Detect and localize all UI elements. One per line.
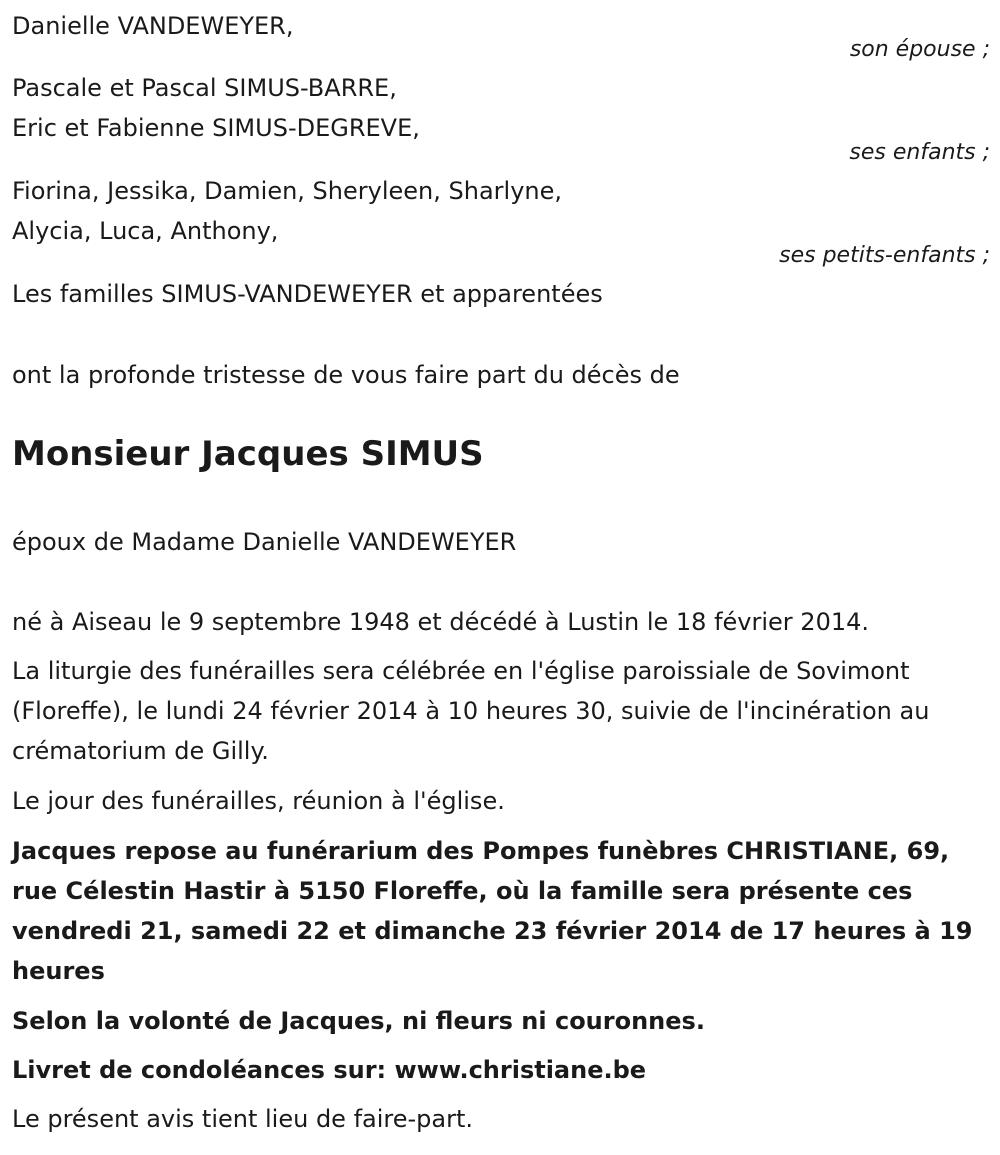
children-role: ses enfants ; <box>849 140 990 165</box>
deceased-name: Monsieur Jacques SIMUS <box>12 434 484 474</box>
grandchildren-line-1: Fiorina, Jessika, Damien, Sheryleen, Sharlyne, <box>12 177 562 205</box>
intro-line: ont la profonde tristesse de vous faire part du décès de <box>12 361 680 389</box>
meeting-line: Le jour des funérailles, réunion à l'église. <box>12 787 505 815</box>
child-line-2: Eric et Fabienne SIMUS-DEGREVE, <box>12 114 420 142</box>
birth-death-line: né à Aiseau le 9 septembre 1948 et décédé à Lustin le 18 février 2014. <box>12 608 870 636</box>
wishes-line: Selon la volonté de Jacques, ni fleurs ni couronnes. <box>12 1007 705 1035</box>
spouse-name: Danielle VANDEWEYER, <box>12 12 294 40</box>
families-line: Les familles SIMUS-VANDEWEYER et apparentées <box>12 280 603 308</box>
child-line-1: Pascale et Pascal SIMUS-BARRE, <box>12 74 397 102</box>
closing-line: Le présent avis tient lieu de faire-part. <box>12 1105 474 1133</box>
condolences-line: Livret de condoléances sur: www.christiane.be <box>12 1056 647 1084</box>
liturgy-paragraph: La liturgie des funérailles sera célébrée en l'église paroissiale de Sovimont (Floreffe), le lundi 24 février 2014 à 10 heures 30, suivie de l'incinération au crématorium de Gilly. <box>12 657 930 765</box>
repose-paragraph: Jacques repose au funérarium des Pompes funèbres CHRISTIANE, 69, rue Célestin Hastir à 5150 Floreffe, où la famille sera présente ces vendredi 21, samedi 22 et dimanche 23 février 2014 de 17 heures à 19 heures <box>12 837 973 985</box>
spouse-role: son épouse ; <box>849 37 990 62</box>
grandchildren-line-2: Alycia, Luca, Anthony, <box>12 217 279 245</box>
spouse-of-line: époux de Madame Danielle VANDEWEYER <box>12 528 517 556</box>
grandchildren-role: ses petits-enfants ; <box>779 243 990 268</box>
